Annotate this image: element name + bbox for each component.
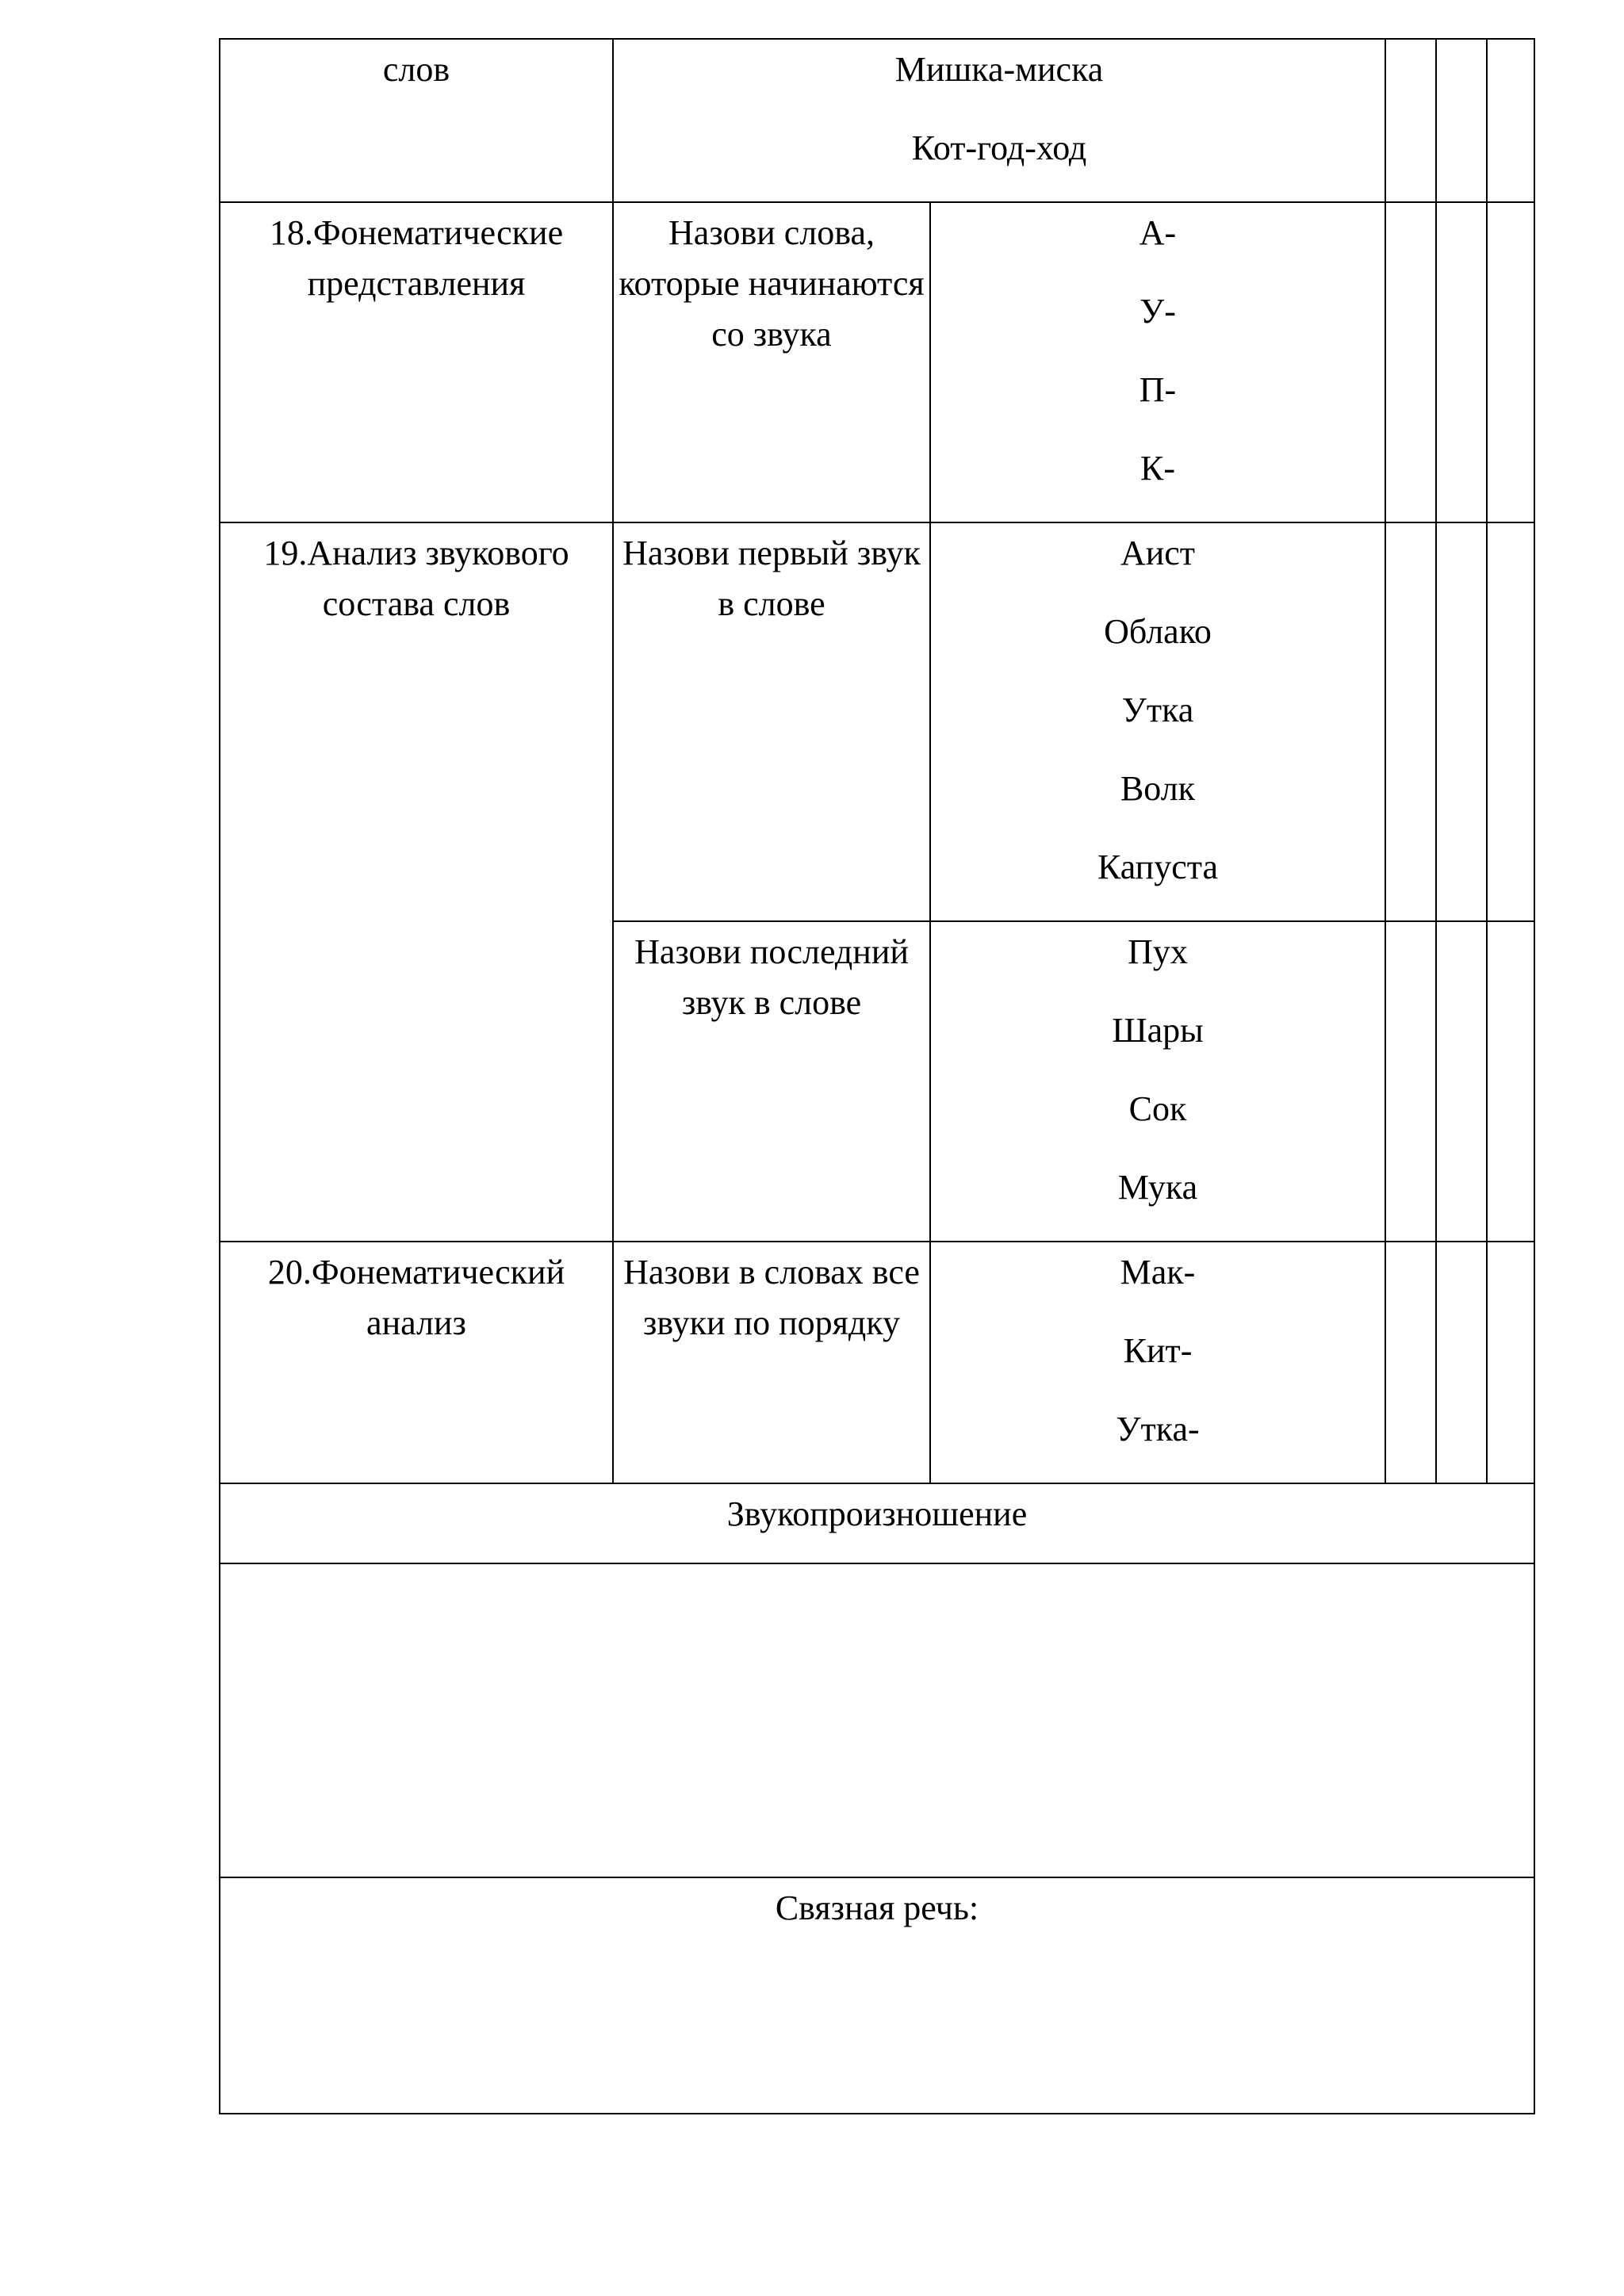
- list-item: Аист: [1120, 534, 1196, 572]
- speech-exam-table: [219, 38, 1535, 2114]
- score-cell[interactable]: [1487, 39, 1534, 202]
- word-pair: Кот-год-ход: [911, 128, 1087, 167]
- list-item: Утка: [1121, 691, 1194, 729]
- score-cell[interactable]: [1385, 1242, 1436, 1483]
- notes-area[interactable]: [220, 1563, 1534, 1877]
- items-cell: [930, 921, 1385, 1242]
- task-cell: [613, 1242, 930, 1483]
- list-item: У-: [1139, 292, 1176, 331]
- table-row-sound-pronunciation-heading: [220, 1483, 1534, 1563]
- table-row-20: [220, 1242, 1534, 1483]
- task-text: Назови в словах все звуки по порядку: [623, 1253, 920, 1342]
- word-pair: Мишка-миска: [894, 50, 1104, 89]
- list-item: Сок: [1128, 1089, 1187, 1128]
- list-item: Утка-: [1116, 1410, 1200, 1448]
- score-cell[interactable]: [1436, 1242, 1487, 1483]
- score-cell[interactable]: [1487, 921, 1534, 1242]
- table-row-19-first-sound: [220, 522, 1534, 921]
- table-row-sound-pronunciation-notes: [220, 1563, 1534, 1877]
- score-cell[interactable]: [1436, 921, 1487, 1242]
- items-cell: [930, 202, 1385, 522]
- task-text: Назови последний звук в слове: [634, 932, 909, 1022]
- list-item: Шары: [1112, 1011, 1204, 1050]
- section-title-cell: [220, 522, 613, 1242]
- section-title: 19.Анализ звукового состава слов: [263, 534, 569, 623]
- connected-speech-cell[interactable]: [220, 1877, 1534, 2114]
- section-label-cell: [220, 39, 613, 202]
- section-label: слов: [382, 50, 450, 89]
- list-item: Облако: [1104, 612, 1212, 651]
- list-item: Волк: [1120, 769, 1196, 808]
- table-row-previous: [220, 39, 1534, 202]
- task-text: Назови слова, которые начинаются со звука: [619, 213, 925, 354]
- section-heading: Звукопроизношение: [726, 1494, 1028, 1533]
- section-heading: Связная речь:: [775, 1888, 979, 1927]
- list-item: П-: [1139, 370, 1177, 409]
- score-cell[interactable]: [1436, 39, 1487, 202]
- list-item: Кит-: [1123, 1331, 1193, 1370]
- score-cell[interactable]: [1487, 522, 1534, 921]
- task-cell: [613, 921, 930, 1242]
- section-title: 18.Фонематические представления: [269, 213, 564, 303]
- task-text: Назови первый звук в слове: [622, 534, 921, 623]
- items-cell: [930, 522, 1385, 921]
- section-heading-cell: [220, 1483, 1534, 1563]
- list-item: К-: [1140, 449, 1175, 488]
- table-row-18: [220, 202, 1534, 522]
- list-item: Мука: [1117, 1168, 1198, 1207]
- score-cell[interactable]: [1436, 522, 1487, 921]
- task-cell: [613, 522, 930, 921]
- list-item: Мак-: [1120, 1253, 1196, 1292]
- score-cell[interactable]: [1385, 39, 1436, 202]
- section-title-cell: [220, 202, 613, 522]
- table-row-connected-speech: [220, 1877, 1534, 2114]
- list-item: А-: [1139, 213, 1177, 252]
- list-item: Пух: [1128, 932, 1188, 971]
- score-cell[interactable]: [1385, 202, 1436, 522]
- list-item: Капуста: [1097, 848, 1219, 886]
- word-pairs-cell: [613, 39, 1385, 202]
- section-title-cell: [220, 1242, 613, 1483]
- section-title: 20.Фонематический анализ: [267, 1253, 565, 1342]
- score-cell[interactable]: [1487, 202, 1534, 522]
- task-cell: [613, 202, 930, 522]
- score-cell[interactable]: [1385, 921, 1436, 1242]
- score-cell[interactable]: [1385, 522, 1436, 921]
- score-cell[interactable]: [1487, 1242, 1534, 1483]
- items-cell: [930, 1242, 1385, 1483]
- score-cell[interactable]: [1436, 202, 1487, 522]
